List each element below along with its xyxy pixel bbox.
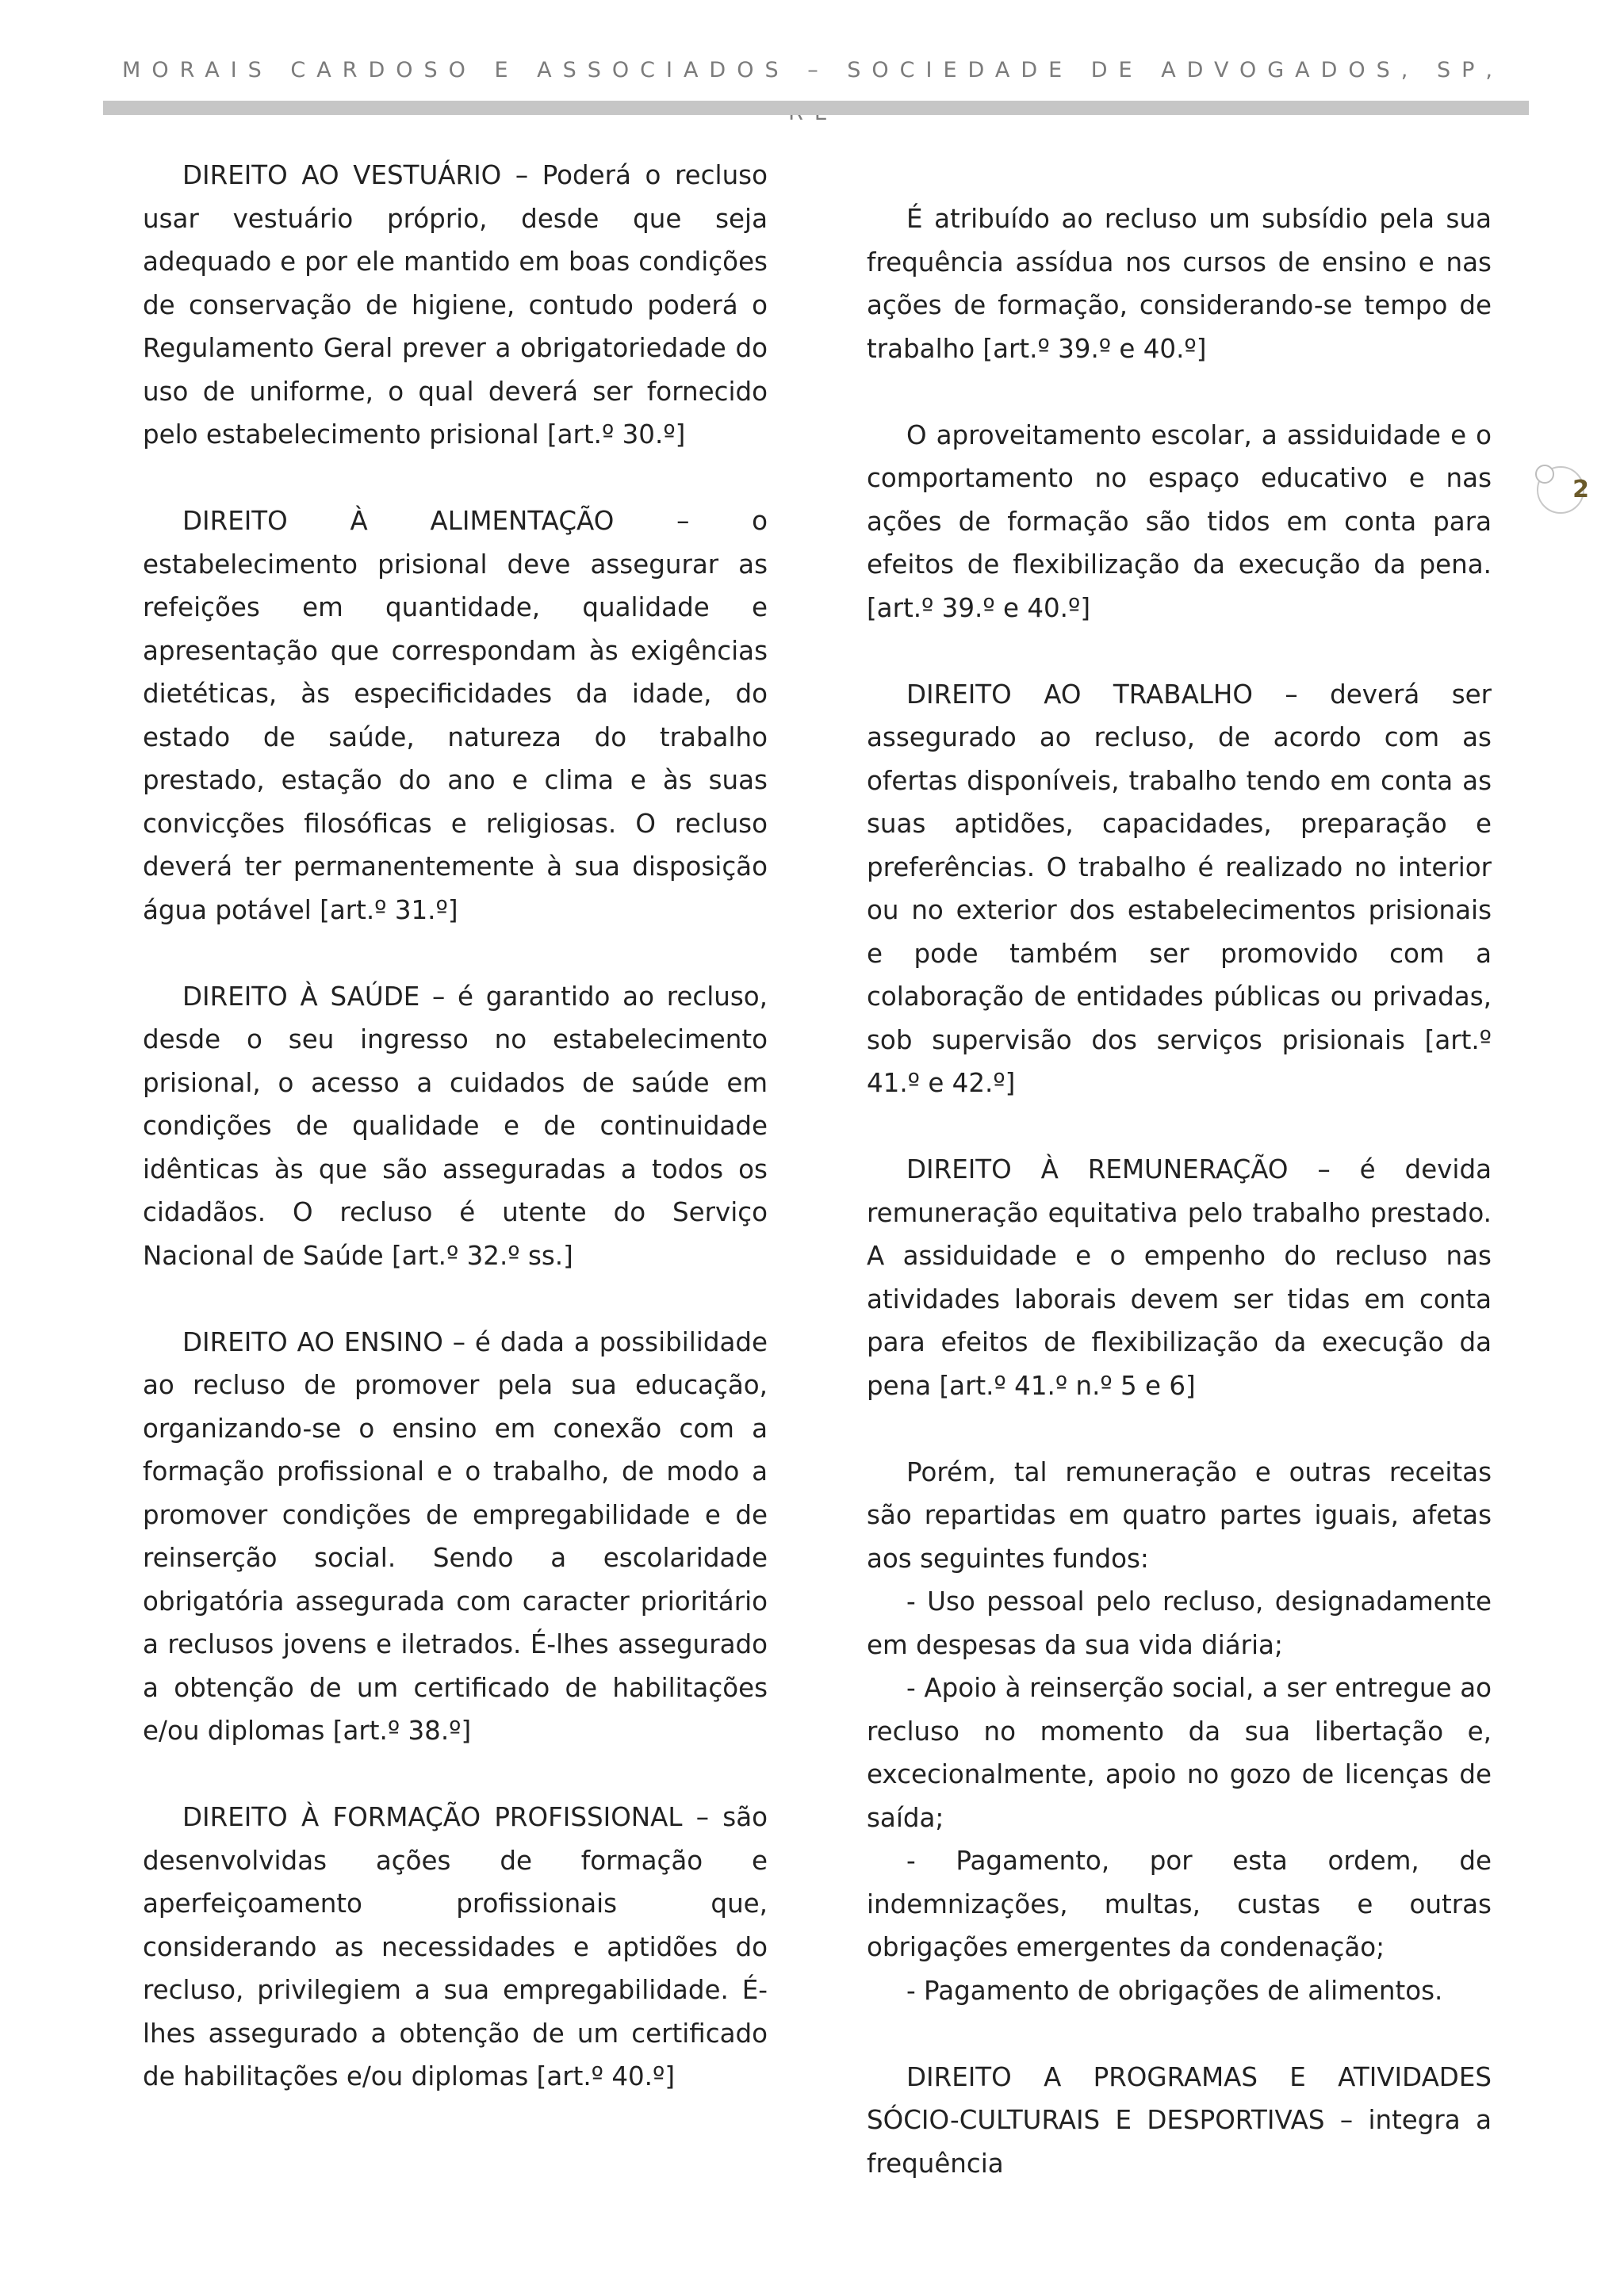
page-number: 2 [1572, 476, 1589, 503]
header-firm-name: MORAIS CARDOSO E ASSOCIADOS – SOCIEDADE DE ADVOGADOS, SP, [122, 58, 1503, 82]
header-divider [103, 101, 1529, 115]
paragraph-alimentacao: DIREITO À ALIMENTAÇÃO – o estabelecimento prisional deve assegurar as refeições em quantidade, qualidade e apresentação que correspondam às exigências dietéticas, às especificidades da idade, do estado de saúde, natureza do trabalho prestado, estação do ano e clima e às suas convicções filosóficas e religiosas. O recluso deverá ter permanentemente à sua disposição água potável [art.º 31.º] [143, 506, 768, 925]
paragraph-reparticao: Porém, tal remuneração e outras receitas são repartidas em quatro partes iguais, afetas aos seguintes fundos: [867, 1456, 1492, 1574]
paragraph-formacao-profissional: DIREITO À FORMAÇÃO PROFISSIONAL – são desenvolvidas ações de formação e aperfeiçoamento profissionais que, considerando as necessidades e aptidões do recluso, privilegiem a sua empregabilidade. É-lhes assegurado a obtenção de um certificado de habilitações e/ou diplomas [art.º 40.º] [143, 1802, 768, 2091]
list-item-reinsercao: - Apoio à reinserção social, a ser entregue ao recluso no momento da sua libertação e, excecionalmente, apoio no gozo de licenças de saída; [867, 1673, 1492, 1833]
page-number-badge [1537, 466, 1589, 514]
right-column [867, 197, 1492, 2185]
list-item-alimentos: - Pagamento de obrigações de alimentos. [906, 1975, 1443, 2006]
paragraph-saude: DIREITO À SAÚDE – é garantido ao recluso, desde o seu ingresso no estabelecimento prisional, o acesso a cuidados de saúde em condições de qualidade e de continuidade idênticas às que são asseguradas a todos os cidadãos. O recluso é utente do Serviço Nacional de Saúde [art.º 32.º ss.] [143, 981, 768, 1271]
paragraph-trabalho: DIREITO AO TRABALHO – deverá ser assegurado ao recluso, de acordo com as ofertas disponíveis, trabalho tendo em conta as suas aptidões, capacidades, preparação e preferências. O trabalho é realizado no interior ou no exterior dos estabelecimentos prisionais e pode também ser promovido com a colaboração de entidades públicas ou privadas, sob supervisão dos serviços prisionais [art.º 41.º e 42.º] [867, 679, 1492, 1098]
paragraph-aproveitamento: O aproveitamento escolar, a assiduidade e o comportamento no espaço educativo e nas ações de formação são tidos em conta para efeitos de flexibilização da execução da pena. [art.º 39.º e 40.º] [867, 419, 1492, 623]
paragraph-programas-atividades: DIREITO A PROGRAMAS E ATIVIDADES SÓCIO-CULTURAIS E DESPORTIVAS – integra a frequência [867, 2061, 1492, 2179]
left-column [143, 154, 768, 2099]
paragraph-vestuario: DIREITO AO VESTUÁRIO – Poderá o recluso usar vestuário próprio, desde que seja adequado e por ele mantido em boas condições de conservação de higiene, contudo poderá o Regulamento Geral prever a obrigatoriedade do uso de uniforme, o qual deverá ser fornecido pelo estabelecimento prisional [art.º 30.º] [143, 160, 768, 450]
list-item-uso-pessoal: - Uso pessoal pelo recluso, designadamente em despesas da sua vida diária; [867, 1586, 1492, 1660]
paragraph-remuneracao: DIREITO À REMUNERAÇÃO – é devida remuneração equitativa pelo trabalho prestado. A assiduidade e o empenho do recluso nas atividades laborais devem ser tidas em conta para efeitos de flexibilização da execução da pena [art.º 41.º n.º 5 e 6] [867, 1154, 1492, 1401]
list-item-pagamento-indemnizacoes: - Pagamento, por esta ordem, de indemnizações, multas, custas e outras obrigações emergentes da condenação; [867, 1846, 1492, 1962]
badge-ring-icon [1535, 465, 1554, 484]
paragraph-subsidio: É atribuído ao recluso um subsídio pela sua frequência assídua nos cursos de ensino e nas ações de formação, considerando-se tempo de trabalho [art.º 39.º e 40.º] [867, 204, 1492, 364]
paragraph-ensino: DIREITO AO ENSINO – é dada a possibilidade ao recluso de promover pela sua educação, organizando-se o ensino em conexão com a formação profissional e o trabalho, de modo a promover condições de empregabilidade e de reinserção social. Sendo a escolaridade obrigatória assegurada com caracter prioritário a reclusos jovens e iletrados. É-lhes assegurado a obtenção de um certificado de habilitações e/ou diplomas [art.º 38.º] [143, 1326, 768, 1746]
